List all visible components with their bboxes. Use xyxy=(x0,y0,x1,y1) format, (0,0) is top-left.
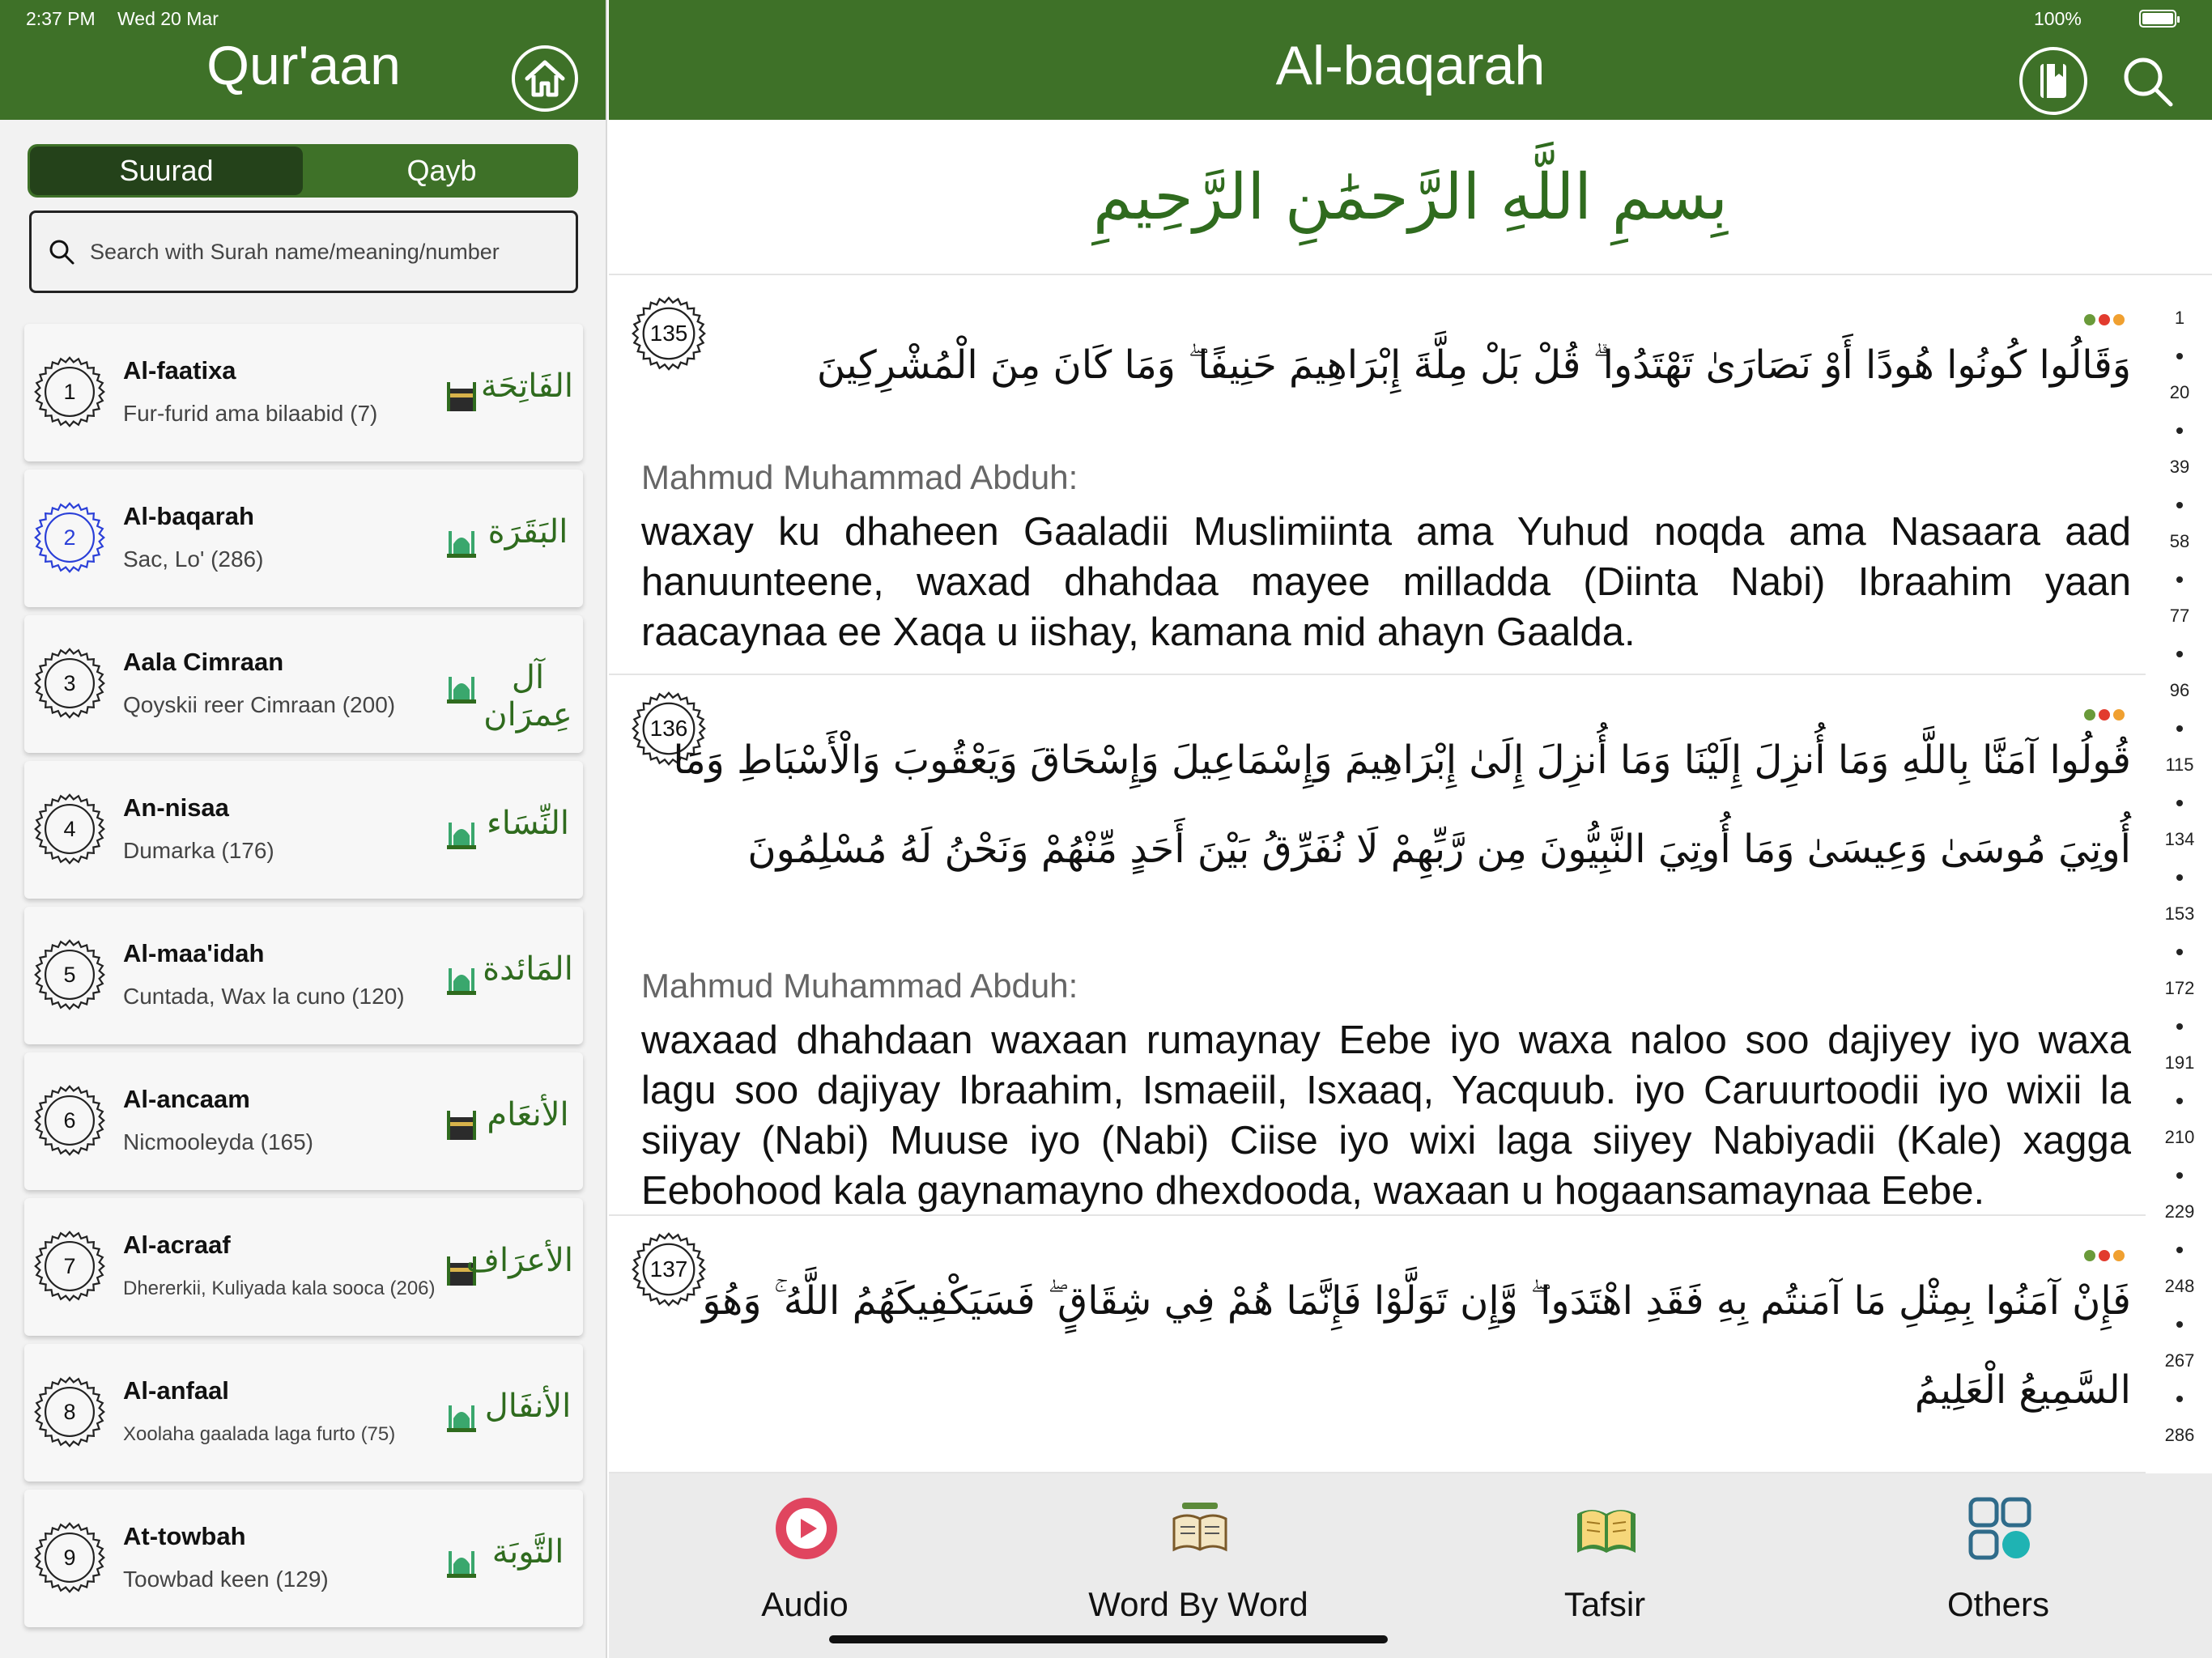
surah-number: 2 xyxy=(63,525,76,550)
tab-others[interactable] xyxy=(1877,1488,2120,1634)
verse-index-label[interactable]: 210 xyxy=(2164,1127,2195,1147)
search-placeholder: Search with Surah name/meaning/number xyxy=(90,239,500,264)
left-header xyxy=(0,0,607,120)
surah-list-item[interactable] xyxy=(24,1052,583,1190)
surah-meaning: Qoyskii reer Cimraan (200) xyxy=(123,692,396,717)
surah-list-item[interactable] xyxy=(24,470,583,607)
status-date: Wed 20 Mar xyxy=(117,8,219,29)
mosque-icon xyxy=(445,669,478,706)
tab-word-by-word[interactable] xyxy=(1077,1488,1320,1634)
verse-index-dot xyxy=(2176,427,2183,434)
surah-meaning: Nicmooleyda (165) xyxy=(123,1129,313,1154)
mosque-icon xyxy=(445,960,478,997)
surah-name: Aala Cimraan xyxy=(123,648,284,676)
surah-list-item[interactable] xyxy=(24,1490,583,1627)
surah-meaning: Dumarka (176) xyxy=(123,838,274,863)
surah-meaning: Xoolaha gaalada laga furto (75) xyxy=(123,1423,396,1445)
battery-percent: 100% xyxy=(2034,8,2082,29)
surah-search-input[interactable] xyxy=(29,210,578,293)
bottom-tab-bar xyxy=(609,1473,2212,1658)
verse-item[interactable] xyxy=(609,280,2146,675)
surah-list-item[interactable] xyxy=(24,1198,583,1336)
verse-index-scrubber[interactable] xyxy=(2147,300,2212,1473)
verse-arabic-line: فَإِنْ آمَنُوا بِمِثْلِ مَا آمَنتُم بِهِ فَقَدِ اهْتَدَوا ۖ وَّإِن تَوَلَّوْا فَإِنَّمَا هُمْ فِي شِقَاقٍ ۖ فَسَيَكْفِيكَهُمُ اللَّهُ ۚ وَهُوَ xyxy=(702,1278,2131,1324)
verse-index-dot xyxy=(2176,1098,2183,1104)
surah-meaning: Cuntada, Wax la cuno (120) xyxy=(123,984,405,1009)
tab-tafsir-label: Tafsir xyxy=(1563,1585,1646,1623)
verse-index-label[interactable]: 77 xyxy=(2169,606,2190,626)
surah-name: At-towbah xyxy=(123,1522,246,1550)
surah-number-badge xyxy=(34,648,105,719)
tafsir-book-icon xyxy=(1572,1494,1640,1562)
verse-index-dot xyxy=(2176,576,2183,583)
surah-arabic-name: الأنعَام xyxy=(487,1096,569,1133)
search-icon xyxy=(2119,53,2176,109)
surah-arabic-name: آل عِمرَان xyxy=(483,659,572,733)
surah-meaning: Sac, Lo' (286) xyxy=(123,546,264,572)
verse-index-dot xyxy=(2176,502,2183,508)
tab-tafsir[interactable] xyxy=(1483,1488,1726,1634)
verse-index-dot xyxy=(2176,725,2183,732)
verse-arabic-line: السَّمِيعُ الْعَلِيمُ xyxy=(1914,1367,2131,1413)
verse-item[interactable] xyxy=(609,1216,2146,1473)
surah-number: 3 xyxy=(63,670,76,695)
surah-title: Al-baqarah xyxy=(1275,35,1546,96)
surah-meaning: Fur-furid ama bilaabid (7) xyxy=(123,401,378,426)
verse-number: 137 xyxy=(649,1256,688,1282)
verse-index-label[interactable]: 229 xyxy=(2164,1201,2195,1222)
surah-arabic-name: الأنفَال xyxy=(484,1388,572,1425)
audio-play-icon xyxy=(772,1494,840,1562)
surah-list-item[interactable] xyxy=(24,615,583,753)
verse-index-dot xyxy=(2176,651,2183,657)
surah-number: 1 xyxy=(63,379,76,404)
app-title: Qur'aan xyxy=(206,35,401,96)
verse-index-label[interactable]: 39 xyxy=(2169,457,2190,477)
mosque-icon xyxy=(445,1397,478,1435)
bookmark-button[interactable] xyxy=(2019,47,2087,115)
surah-list-pane xyxy=(0,0,607,1658)
verse-number: 135 xyxy=(649,321,688,346)
surah-arabic-name: المَائدة xyxy=(483,950,573,988)
verse-index-dot xyxy=(2176,874,2183,881)
battery-icon xyxy=(2139,10,2176,28)
verse-index-label[interactable]: 134 xyxy=(2164,829,2195,849)
verse-arabic-line: أُوتِيَ مُوسَىٰ وَعِيسَىٰ وَمَا أُوتِيَ النَّبِيُّونَ مِن رَّبِّهِمْ لَا نُفَرِّقُ بَيْنَ أَحَدٍ مِّنْهُمْ وَنَحْنُ لَهُ مُسْلِمُونَ xyxy=(747,827,2131,872)
surah-meaning: Toowbad keen (129) xyxy=(123,1567,329,1592)
tab-audio[interactable] xyxy=(683,1488,926,1634)
surah-number: 8 xyxy=(63,1399,76,1424)
verse-index-label[interactable]: 20 xyxy=(2169,382,2190,402)
verse-index-dot xyxy=(2176,1172,2183,1179)
verse-index-dot xyxy=(2176,1396,2183,1402)
surah-arabic-name: التَّوبَة xyxy=(491,1533,564,1571)
basmala-text: بِسمِ اللَّهِ الرَّحمَٰنِ الرَّحِيمِ xyxy=(1093,161,1728,234)
surah-number: 9 xyxy=(63,1545,76,1570)
verse-index-dot xyxy=(2176,949,2183,955)
surah-list-item[interactable] xyxy=(24,761,583,899)
tab-others-label: Others xyxy=(1946,1585,2050,1623)
verse-index-dot xyxy=(2176,1247,2183,1253)
verse-index-dot xyxy=(2176,1321,2183,1328)
surah-name: Al-maa'idah xyxy=(123,939,265,967)
book-bookmark-icon xyxy=(2035,61,2071,101)
mosque-icon xyxy=(445,814,478,852)
home-button[interactable] xyxy=(512,45,578,112)
surah-number-badge xyxy=(34,1522,105,1593)
verse-index-label[interactable]: 286 xyxy=(2164,1425,2195,1445)
verse-arabic-line: وَقَالُوا كُونُوا هُودًا أَوْ نَصَارَىٰ تَهْتَدُوا ۗ قُلْ بَلْ مِلَّةَ إِبْرَاهِيمَ حَنِيفًا ۖ وَمَا كَانَ مِنَ الْمُشْرِكِينَ xyxy=(816,342,2131,388)
surah-number: 4 xyxy=(63,816,76,841)
surah-number: 6 xyxy=(63,1107,76,1133)
status-time: 2:37 PM xyxy=(26,8,96,29)
verse-index-label[interactable]: 267 xyxy=(2164,1350,2195,1371)
search-icon xyxy=(48,238,75,266)
word-book-icon xyxy=(1166,1494,1234,1562)
tab-word-by-word-label: Word By Word xyxy=(1088,1585,1308,1623)
verse-index-dot xyxy=(2176,800,2183,806)
surah-arabic-name: النِّسَاء xyxy=(486,805,570,842)
verse-index-label[interactable]: 96 xyxy=(2169,680,2190,700)
segment-qayb[interactable]: Qayb xyxy=(406,154,477,187)
verse-index-label[interactable]: 248 xyxy=(2164,1276,2195,1296)
surah-name: Al-baqarah xyxy=(123,502,254,530)
verse-arabic-line: قُولُوا آمَنَّا بِاللَّهِ وَمَا أُنزِلَ إِلَيْنَا وَمَا أُنزِلَ إِلَىٰ إِبْرَاهِيمَ وَإِسْمَاعِيلَ وَإِسْحَاقَ وَيَعْقُوبَ وَالْأَسْبَاطِ وَمَا xyxy=(673,738,2131,783)
tab-audio-label: Audio xyxy=(761,1585,849,1623)
surah-number-badge xyxy=(34,502,105,573)
home-icon xyxy=(522,56,568,101)
surah-list-item[interactable] xyxy=(24,1344,583,1482)
verse-translation: waxay ku dhaheen Gaaladii Muslimiinta ama Yuhud noqda ama Nasaara aad hanuunteene, waxad dhahdaa mayee milladda (Diinta Nabi) Ibraahim yaan raacaynaa ee Xaqa u iishay, kamana mid ahayn Gaalda. xyxy=(641,510,2131,654)
verse-index-label[interactable]: 153 xyxy=(2164,903,2195,924)
surah-name: Al-anfaal xyxy=(123,1376,229,1405)
verse-index-label[interactable]: 1 xyxy=(2174,308,2185,328)
kaaba-icon xyxy=(445,1106,478,1143)
surah-list xyxy=(24,324,583,1635)
segmented-control xyxy=(28,144,578,198)
verse-number: 136 xyxy=(649,716,688,741)
surah-number-badge xyxy=(34,356,105,427)
surah-number-badge xyxy=(34,1376,105,1448)
verse-index-dot xyxy=(2176,353,2183,359)
grid-icon xyxy=(1966,1494,2034,1562)
reader-pane xyxy=(609,0,2212,1658)
surah-number: 7 xyxy=(63,1253,76,1278)
surah-number-badge xyxy=(34,939,105,1010)
surah-arabic-name: الفَاتِحَة xyxy=(480,368,573,405)
verse-index-label[interactable]: 191 xyxy=(2164,1052,2195,1073)
mosque-icon xyxy=(445,1543,478,1580)
surah-name: Al-faatixa xyxy=(123,356,236,385)
verse-search-button[interactable] xyxy=(2115,49,2180,113)
translator-name: Mahmud Muhammad Abduh: xyxy=(641,458,1078,496)
surah-name: Al-ancaam xyxy=(123,1085,250,1113)
surah-list-item[interactable] xyxy=(24,907,583,1044)
surah-number-badge xyxy=(34,793,105,865)
surah-arabic-name: البَقَرَة xyxy=(487,513,568,551)
basmala-banner xyxy=(609,121,2212,275)
verse-item[interactable] xyxy=(609,675,2146,1216)
surah-name: Al-acraaf xyxy=(123,1231,231,1259)
verse-index-label[interactable]: 115 xyxy=(2165,755,2194,775)
surah-number-badge xyxy=(34,1231,105,1302)
segment-suurad[interactable]: Suurad xyxy=(30,147,303,195)
verse-index-label[interactable]: 172 xyxy=(2164,978,2195,998)
mosque-icon xyxy=(445,523,478,560)
verse-index-dot xyxy=(2176,1023,2183,1030)
surah-number: 5 xyxy=(63,962,76,987)
right-header xyxy=(609,0,2212,120)
home-indicator xyxy=(829,1635,1388,1643)
surah-name: An-nisaa xyxy=(123,793,229,822)
kaaba-icon xyxy=(445,377,478,414)
surah-arabic-name: الأعرَاف xyxy=(466,1242,573,1279)
surah-number-badge xyxy=(34,1085,105,1156)
verse-translation: waxaad dhahdaan waxaan rumaynay Eebe iyo waxa naloo soo dajiyey iyo waxa lagu soo dajiyay Ibraahim, Ismaeiil, Isxaaq, Yacquub. iyo Caruurtoodii iyo wixii la siiyay (Nabi) Muuse iyo (Nabi) Ciise iyo wixi laga siiyey Nabiyadii (Kale) xagga Eebohood kala gaynamayno dhexdooda, waxaan u hogaansamaynaa Eebe. xyxy=(641,1018,2131,1213)
translator-name: Mahmud Muhammad Abduh: xyxy=(641,967,1078,1005)
surah-list-item[interactable] xyxy=(24,324,583,461)
surah-meaning: Dhererkii, Kuliyada kala sooca (206) xyxy=(123,1278,436,1299)
verse-index-label[interactable]: 58 xyxy=(2169,531,2190,551)
